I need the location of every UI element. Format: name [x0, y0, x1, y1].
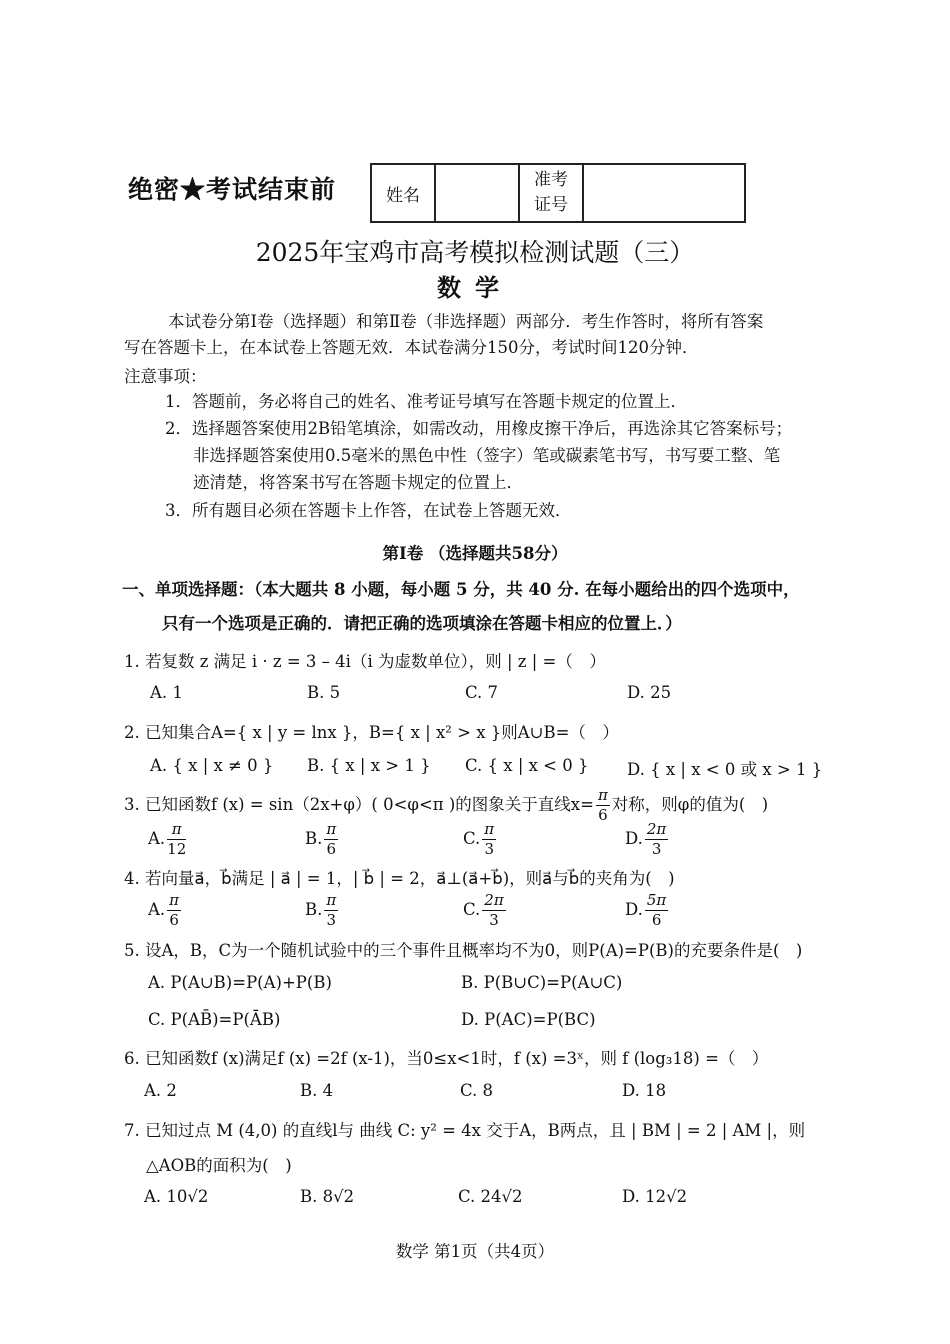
question-5-option-a: A. P(A∪B)=P(A)+P(B): [148, 973, 332, 992]
frac-denominator: 6: [598, 806, 608, 824]
notice-item-1: 1．答题前，务必将自己的姓名、准考证号填写在答题卡规定的位置上．: [165, 392, 687, 411]
frac-numerator: π: [597, 786, 608, 804]
question-6-option-a: A. 2: [144, 1081, 177, 1100]
question-2-option-c: C. { x | x < 0 }: [465, 756, 589, 775]
intro-line-1: 本试卷分第Ⅰ卷（选择题）和第Ⅱ卷（非选择题）两部分．考生作答时，将所有答案: [168, 312, 764, 331]
question-6-option-d: D. 18: [622, 1081, 667, 1100]
exam-subject: 数学: [437, 273, 513, 302]
question-7-option-c: C. 24√2: [458, 1187, 523, 1206]
question-5-option-d: D. P(AC)=P(BC): [461, 1010, 596, 1029]
notice-item-2: 2．选择题答案使用2B铅笔填涂，如需改动，用橡皮擦干净后，再选涂其它答案标号；: [165, 419, 793, 438]
question-3-option-d: D. $\frac{2\pi}{3}$: [625, 820, 667, 858]
exam-id-field[interactable]: [583, 164, 745, 222]
question-1-option-a: A. 1: [150, 683, 183, 702]
question-1-option-b: B. 5: [307, 683, 341, 702]
question-1-option-d: D. 25: [627, 683, 672, 702]
secrecy-mark: 绝密★考试结束前: [128, 175, 337, 204]
notice-item-3: 3．所有题目必须在答题卡上作答，在试卷上答题无效．: [165, 501, 572, 520]
notice-item-2-cont2: 迹清楚，将答案书写在答题卡规定的位置上．: [193, 473, 523, 492]
question-4-option-a: A. $\frac{\pi}{6}$: [148, 891, 180, 929]
question-5-stem: 5. 设A，B，C为一个随机试验中的三个事件且概率均不为0，则P(A)=P(B)的充要条件是( ): [124, 941, 803, 960]
question-1-option-c: C. 7: [465, 683, 499, 702]
question-3-option-b: B. $\frac{\pi}{6}$: [305, 820, 337, 858]
question-5-option-b: B. P(B∪C)=P(A∪C): [461, 973, 623, 992]
exam-id-label-line2: 证号: [534, 195, 568, 215]
question-2-option-b: B. { x | x > 1 }: [307, 756, 431, 775]
question-3-stem-after: 对称，则φ的值为( ): [611, 795, 769, 814]
question-6-option-b: B. 4: [300, 1081, 334, 1100]
section-1-heading: 一、单项选择题：（本大题共 8 小题，每小题 5 分，共 40 分. 在每小题给出的四个选项中，: [122, 580, 800, 599]
question-3-option-c: C. $\frac{\pi}{3}$: [463, 820, 495, 858]
question-6-stem: 6. 已知函数f (x)满足f (x) =2f (x-1)，当0≤x<1时，f (x) =3ˣ，则 f (log₃18) =（ ）: [124, 1049, 769, 1068]
intro-line-2: 写在答题卡上，在本试卷上答题无效．本试卷满分150分，考试时间120分钟．: [124, 338, 699, 357]
question-3-stem-before: 3. 已知函数f (x) = sin（2x+φ）( 0<φ<π )的图象关于直线x=: [124, 795, 594, 814]
notice-item-2-cont: 非选择题答案使用0.5毫米的黑色中性（签字）笔或碳素笔书写，书写要工整、笔: [193, 446, 781, 465]
candidate-info-table: [370, 163, 746, 223]
part-1-heading: 第Ⅰ卷 （选择题共58分）: [382, 544, 568, 563]
question-7-stem-cont: △AOB的面积为( ): [146, 1156, 292, 1175]
question-1-stem: 1. 若复数 z 满足 i · z = 3 – 4i（i 为虚数单位），则 | z | =（ ）: [124, 652, 606, 671]
question-3-fraction: [596, 788, 610, 823]
question-7-option-a: A. 10√2: [144, 1187, 209, 1206]
question-7-stem: 7. 已知过点 M (4,0) 的直线l与 曲线 C: y² = 4x 交于A，B两点，且 | BM | = 2 | AM |，则: [124, 1121, 806, 1140]
question-2-stem: 2. 已知集合A={ x | y = lnx }，B={ x | x² > x }则A∪B=（ ）: [124, 723, 619, 742]
question-5-option-c: C. P(AB̄)=P(ĀB): [148, 1010, 281, 1029]
question-7-option-d: D. 12√2: [622, 1187, 688, 1206]
question-2-option-d: D. { x | x < 0 或 x > 1 }: [627, 760, 823, 779]
question-4-option-c: C. $\frac{2\pi}{3}$: [463, 891, 504, 929]
question-3-stem: [124, 788, 768, 823]
question-4-option-b: B. $\frac{\pi}{3}$: [305, 891, 337, 929]
question-6-option-c: C. 8: [460, 1081, 494, 1100]
exam-id-label-line1: 准考: [534, 170, 568, 190]
question-3-option-a: A. $\frac{\pi}{12}$: [148, 820, 187, 858]
name-label: 姓名: [371, 164, 435, 222]
section-1-instruction: 只有一个选项是正确的．请把正确的选项填涂在答题卡相应的位置上．）: [162, 614, 682, 633]
question-2-option-a: A. { x | x ≠ 0 }: [150, 756, 274, 775]
exam-title: 2025年宝鸡市高考模拟检测试题（三）: [255, 238, 695, 267]
exam-id-label: [519, 164, 583, 222]
question-7-option-b: B. 8√2: [300, 1187, 355, 1206]
question-4-stem: 4. 若向量a⃗，b⃗满足 | a⃗ | = 1，| b⃗ | = 2，a⃗⊥(a⃗+b⃗)，则a⃗与b⃗的夹角为( ): [124, 869, 675, 888]
page-footer: 数学 第1页（共4页）: [395, 1242, 555, 1261]
notice-title: 注意事项：: [124, 367, 207, 386]
question-4-option-d: D. $\frac{5\pi}{6}$: [625, 891, 667, 929]
name-field[interactable]: [435, 164, 519, 222]
